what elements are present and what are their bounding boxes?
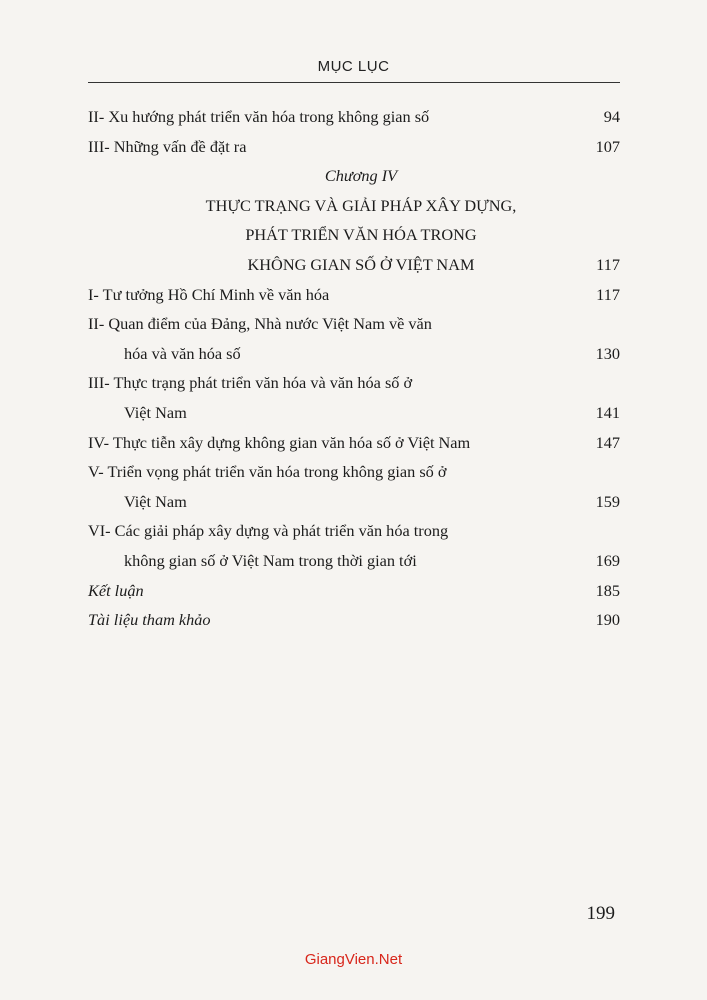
toc-entry-page: 169 [595, 550, 620, 570]
toc-row [88, 546, 620, 576]
toc-row [88, 368, 620, 398]
table-of-contents [88, 102, 620, 635]
toc-entry-page: 190 [595, 610, 620, 630]
toc-entry-text: III- Thực trạng phát triển văn hóa và văn hóa số ở [88, 373, 413, 393]
toc-entry-text: không gian số ở Việt Nam trong thời gian tới [124, 550, 417, 570]
toc-entry-text: IV- Thực tiễn xây dựng không gian văn hóa số ở Việt Nam [88, 432, 471, 452]
toc-entry-page: 147 [595, 432, 620, 452]
page-number: 199 [586, 903, 615, 924]
toc-row [88, 428, 620, 458]
toc-entry-page: 94 [603, 107, 620, 126]
toc-row [88, 161, 620, 191]
toc-row [88, 487, 620, 517]
toc-entry-text: THỰC TRẠNG VÀ GIẢI PHÁP XÂY DỰNG, [205, 195, 517, 215]
toc-entry-text: V- Triển vọng phát triển văn hóa trong không gian số ở [88, 462, 447, 482]
toc-entry-text: Việt Nam [124, 402, 187, 422]
toc-row [88, 516, 620, 546]
header-divider [88, 82, 620, 83]
toc-row [88, 280, 620, 310]
toc-row [88, 220, 620, 250]
toc-entry-page: 159 [595, 491, 620, 511]
toc-entry-text: Kết luận [88, 580, 144, 600]
toc-row [88, 398, 620, 428]
toc-entry-page: 117 [596, 284, 620, 304]
toc-entry-page: 185 [595, 580, 620, 600]
toc-entry-page: 107 [595, 136, 620, 156]
toc-row [88, 191, 620, 221]
watermark-text: GiangVien.Net [304, 951, 403, 968]
toc-entry-text: III- Những vấn đề đặt ra [88, 136, 247, 156]
toc-entry-page: 141 [595, 402, 620, 422]
toc-row [88, 102, 620, 132]
toc-entry-text: VI- Các giải pháp xây dựng và phát triển văn hóa trong [88, 521, 449, 541]
toc-row [88, 457, 620, 487]
toc-entry-text: Việt Nam [124, 491, 187, 511]
toc-entry-text: PHÁT TRIỂN VĂN HÓA TRONG [245, 225, 477, 245]
toc-entry-text: KHÔNG GIAN SỐ Ở VIỆT NAM [247, 254, 475, 274]
toc-row [88, 576, 620, 606]
toc-row [88, 339, 620, 369]
toc-row [88, 132, 620, 162]
toc-entry-text: I- Tư tưởng Hồ Chí Minh về văn hóa [88, 284, 330, 304]
page-header-title: MỤC LỤC [317, 58, 390, 75]
toc-entry-text: hóa và văn hóa số [124, 343, 241, 363]
toc-entry-text: Tài liệu tham khảo [88, 610, 211, 630]
toc-entry-text: II- Quan điểm của Đảng, Nhà nước Việt Nam về văn [88, 314, 432, 334]
toc-row [88, 250, 620, 280]
toc-row [88, 605, 620, 635]
toc-entry-page: 130 [595, 343, 620, 363]
toc-row [88, 309, 620, 339]
toc-entry-text: Chương IV [324, 166, 398, 186]
toc-entry-page: 117 [596, 254, 620, 274]
toc-entry-text: II- Xu hướng phát triển văn hóa trong không gian số [88, 107, 430, 126]
